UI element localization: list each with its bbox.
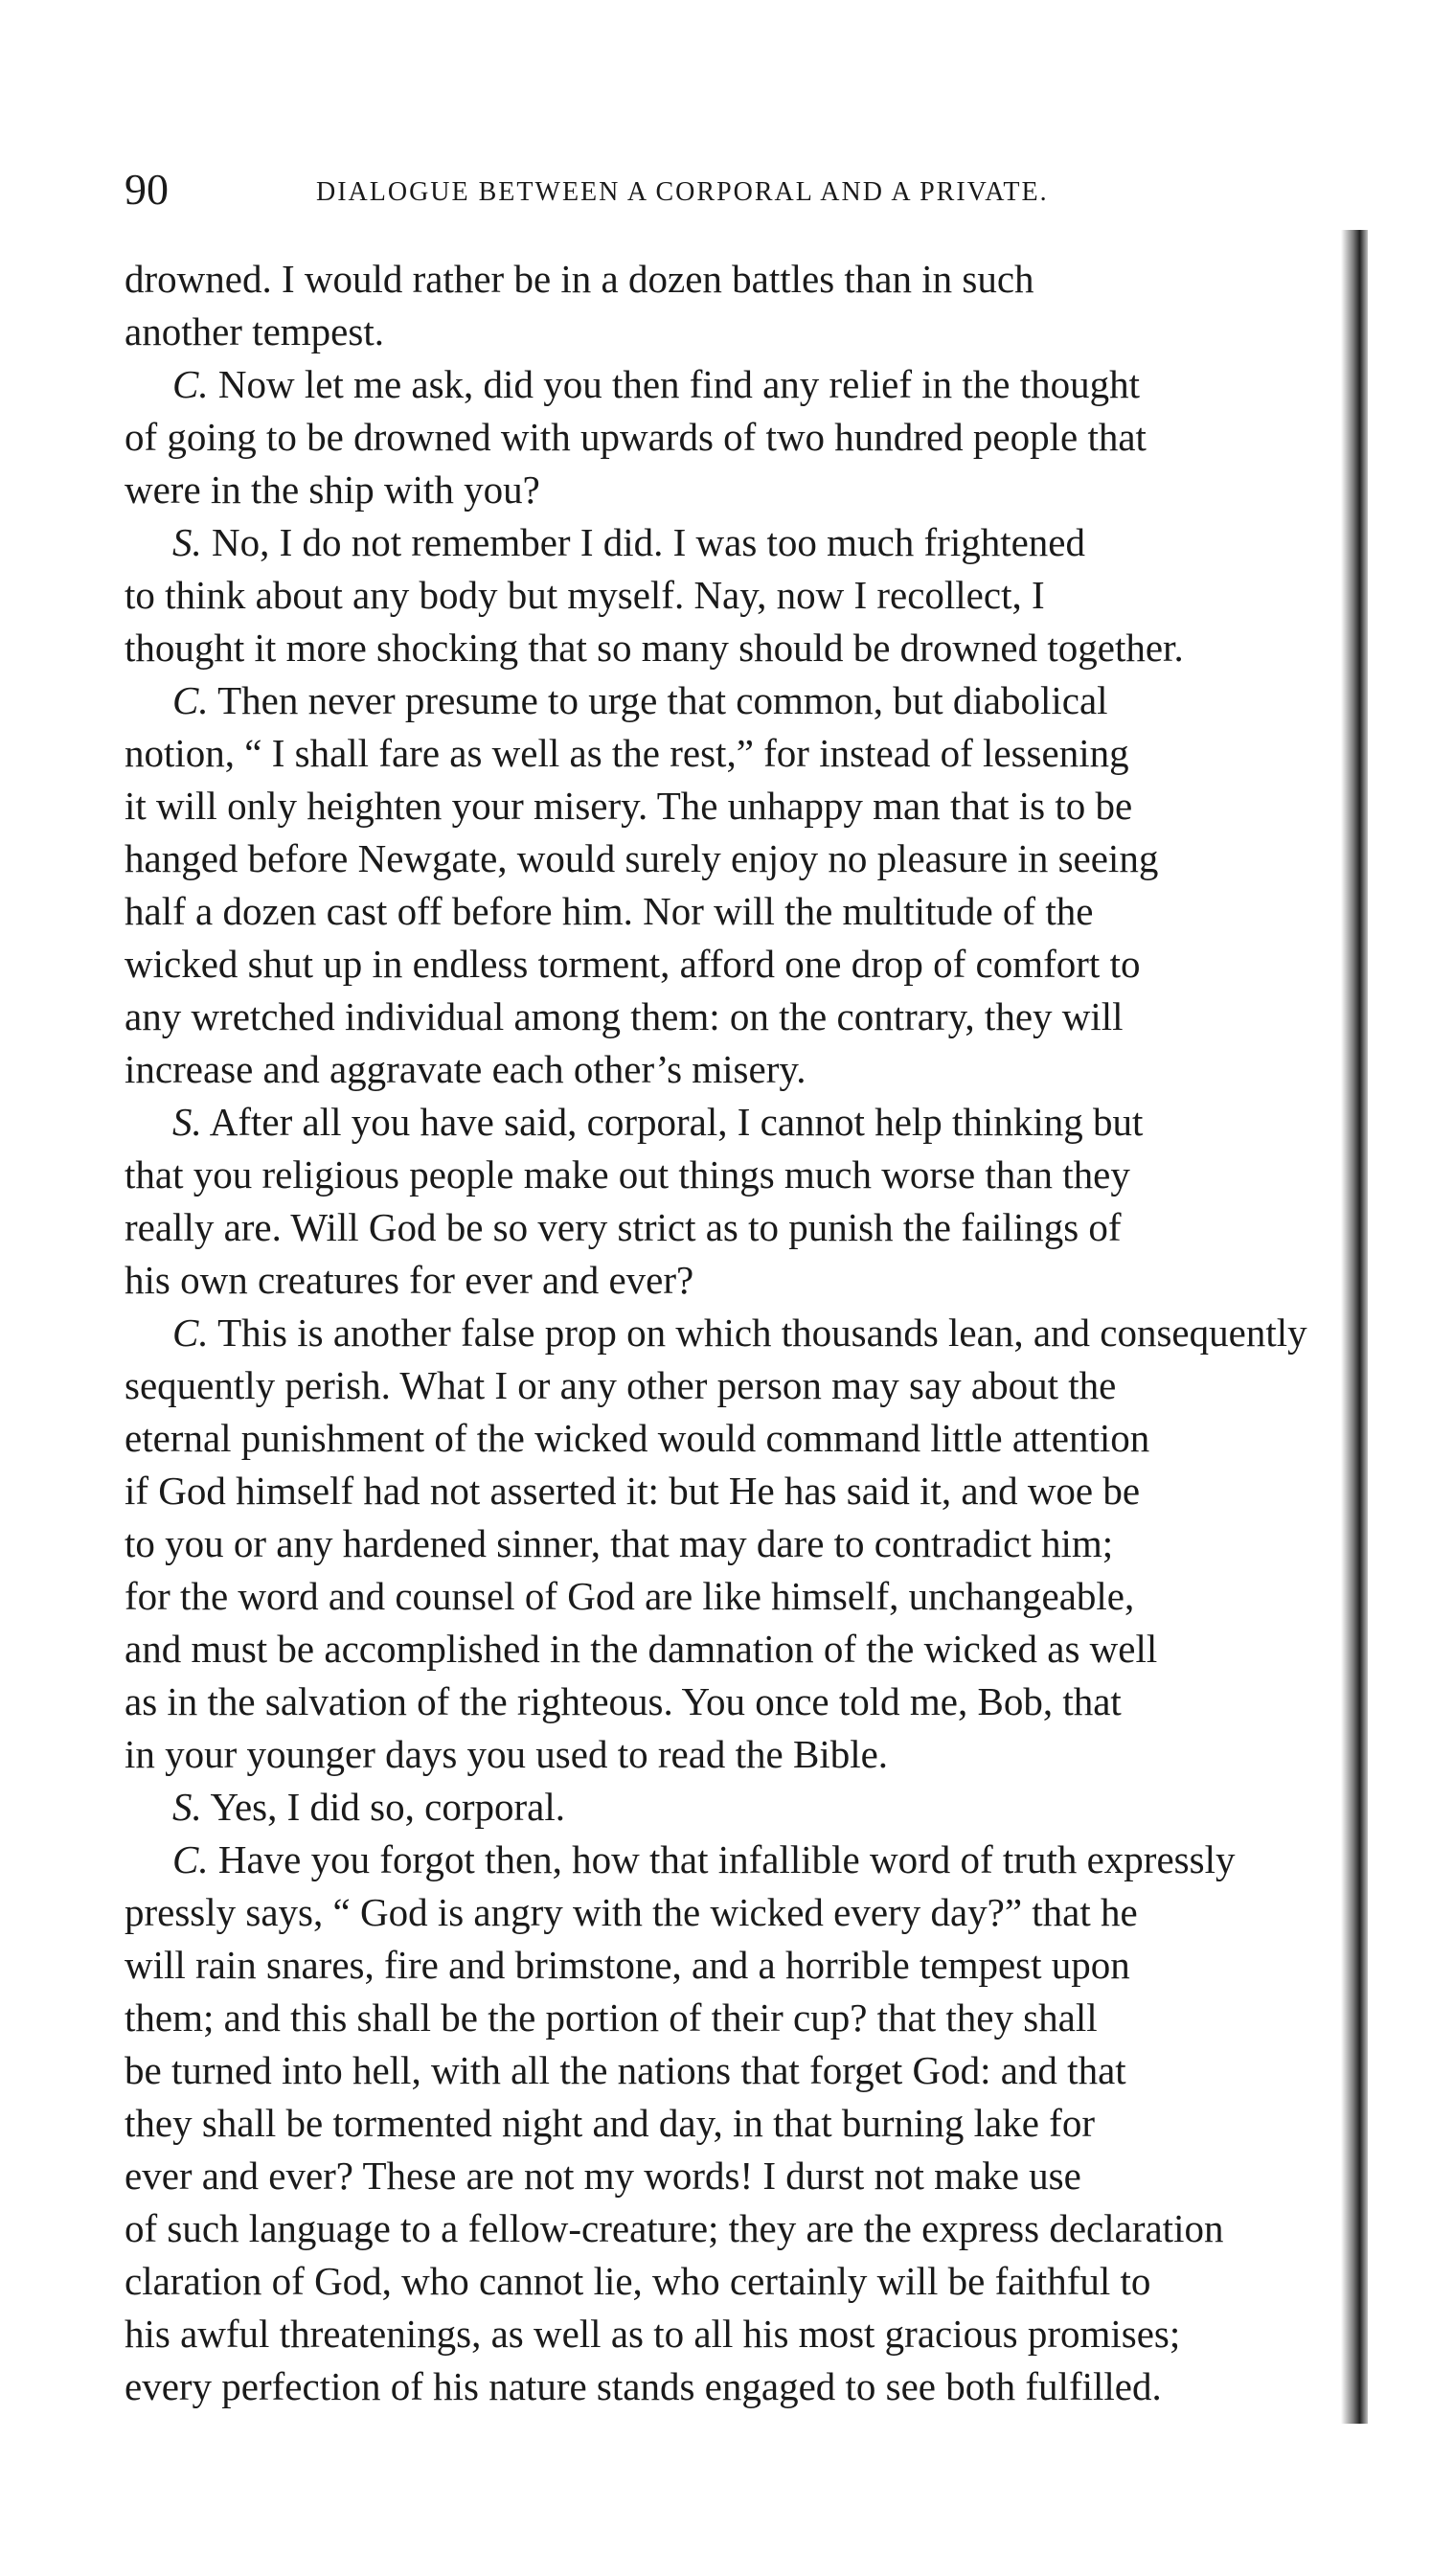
text-line (125, 780, 1370, 832)
speaker-label: S. (172, 1100, 202, 1144)
line-text: were in the ship with you? (125, 467, 540, 512)
text-line (125, 569, 1370, 622)
speaker-label: S. (172, 1785, 202, 1829)
line-text: Now let me ask, did you then find any relief in the thought (208, 362, 1141, 406)
text-line (125, 1201, 1370, 1254)
text-line (125, 938, 1370, 991)
text-line (125, 1043, 1370, 1096)
text-line (125, 358, 1370, 411)
text-line (125, 1412, 1370, 1465)
page-number: 90 (125, 165, 169, 214)
line-text: Yes, I did so, corporal. (201, 1785, 565, 1829)
text-line (125, 1676, 1370, 1728)
line-text: After all you have said, corporal, I cannot help thinking but (201, 1100, 1144, 1144)
line-text: if God himself had not asserted it: but He has said it, and woe be (125, 1469, 1141, 1513)
line-text: will rain snares, fire and brimstone, and a horrible tempest upon (125, 1943, 1130, 1987)
text-line (125, 2097, 1370, 2150)
text-line (125, 832, 1370, 885)
line-text: them; and this shall be the portion of their cup? that they shall (125, 1995, 1098, 2040)
text-line (125, 1254, 1370, 1307)
text-line (125, 1728, 1370, 1781)
text-line (125, 622, 1370, 674)
line-text: every perfection of his nature stands engaged to see both fulfilled. (125, 2364, 1162, 2408)
text-line (125, 1096, 1370, 1149)
text-line (125, 2044, 1370, 2097)
text-line (125, 1307, 1370, 1359)
text-line (125, 2308, 1370, 2360)
speaker-label: C. (172, 678, 209, 722)
speaker-label: S. (172, 520, 202, 564)
line-text: of such language to a fellow-creature; they are the express declaration (125, 2206, 1224, 2250)
text-line (125, 1886, 1370, 1939)
text-line (125, 727, 1370, 780)
text-line (125, 2255, 1370, 2308)
text-line (125, 2360, 1370, 2413)
line-text: thought it more shocking that so many should be drowned together. (125, 626, 1184, 670)
running-head: DIALOGUE BETWEEN A CORPORAL AND A PRIVATE. (316, 177, 1049, 207)
speaker-label: C. (172, 1311, 209, 1355)
line-text: his awful threatenings, as well as to all his most gracious promises; (125, 2312, 1181, 2356)
line-text: for the word and counsel of God are like himself, unchangeable, (125, 1574, 1135, 1618)
line-text: another tempest. (125, 309, 384, 353)
line-text: that you religious people make out things much worse than they (125, 1152, 1130, 1197)
text-line (125, 1623, 1370, 1676)
text-line (125, 1517, 1370, 1570)
text-line (125, 1149, 1370, 1201)
text-line (125, 674, 1370, 727)
line-text: be turned into hell, with all the nations that forget God: and that (125, 2048, 1126, 2092)
line-text: and must be accomplished in the damnation of the wicked as well (125, 1627, 1158, 1671)
line-text: it will only heighten your misery. The unhappy man that is to be (125, 784, 1133, 828)
line-text: to think about any body but myself. Nay, now I recollect, I (125, 573, 1045, 617)
text-line (125, 1359, 1370, 1412)
text-line (125, 2150, 1370, 2202)
text-line (125, 1834, 1370, 1886)
text-line (125, 306, 1370, 358)
page-header (125, 161, 1274, 218)
line-text: really are. Will God be so very strict as to punish the failings of (125, 1205, 1122, 1249)
line-text: his own creatures for ever and ever? (125, 1258, 694, 1302)
line-text: ever and ever? These are not my words! I durst not make use (125, 2154, 1081, 2198)
text-line (125, 516, 1370, 569)
line-text: This is another false prop on which thousands lean, and consequently (208, 1311, 1307, 1355)
speaker-label: C. (172, 1837, 209, 1881)
line-text: half a dozen cast off before him. Nor will the multitude of the (125, 889, 1094, 933)
body-text (125, 253, 1370, 2413)
line-text: increase and aggravate each other’s misery. (125, 1047, 806, 1091)
speaker-label: C. (172, 362, 209, 406)
line-text: wicked shut up in endless torment, afford one drop of comfort to (125, 942, 1141, 986)
line-text: notion, “ I shall fare as well as the rest,” for instead of lessening (125, 731, 1129, 775)
line-text: eternal punishment of the wicked would command little attention (125, 1416, 1150, 1460)
line-text: Have you forgot then, how that infallible word of truth expressly (208, 1837, 1236, 1881)
text-line (125, 1570, 1370, 1623)
line-text: to you or any hardened sinner, that may dare to contradict him; (125, 1521, 1114, 1565)
text-line (125, 253, 1370, 306)
binding-gutter-shadow (1341, 230, 1368, 2424)
line-text: hanged before Newgate, would surely enjoy no pleasure in seeing (125, 836, 1159, 880)
text-line (125, 1465, 1370, 1517)
text-line (125, 991, 1370, 1043)
text-line (125, 464, 1370, 516)
line-text: Then never presume to urge that common, but diabolical (208, 678, 1108, 722)
line-text: pressly says, “ God is angry with the wicked every day?” that he (125, 1890, 1138, 1934)
line-text: sequently perish. What I or any other person may say about the (125, 1363, 1117, 1407)
line-text: of going to be drowned with upwards of two hundred people that (125, 415, 1147, 459)
text-line (125, 1781, 1370, 1834)
line-text: claration of God, who cannot lie, who certainly will be faithful to (125, 2259, 1151, 2303)
line-text: drowned. I would rather be in a dozen battles than in such (125, 257, 1034, 301)
text-line (125, 411, 1370, 464)
line-text: any wretched individual among them: on the contrary, they will (125, 994, 1124, 1038)
line-text: they shall be tormented night and day, in that burning lake for (125, 2101, 1095, 2145)
text-line (125, 1992, 1370, 2044)
line-text: in your younger days you used to read the Bible. (125, 1732, 889, 1776)
text-line (125, 2202, 1370, 2255)
line-text: as in the salvation of the righteous. You once told me, Bob, that (125, 1679, 1122, 1723)
line-text: No, I do not remember I did. I was too much frightened (201, 520, 1086, 564)
text-line (125, 885, 1370, 938)
text-line (125, 1939, 1370, 1992)
